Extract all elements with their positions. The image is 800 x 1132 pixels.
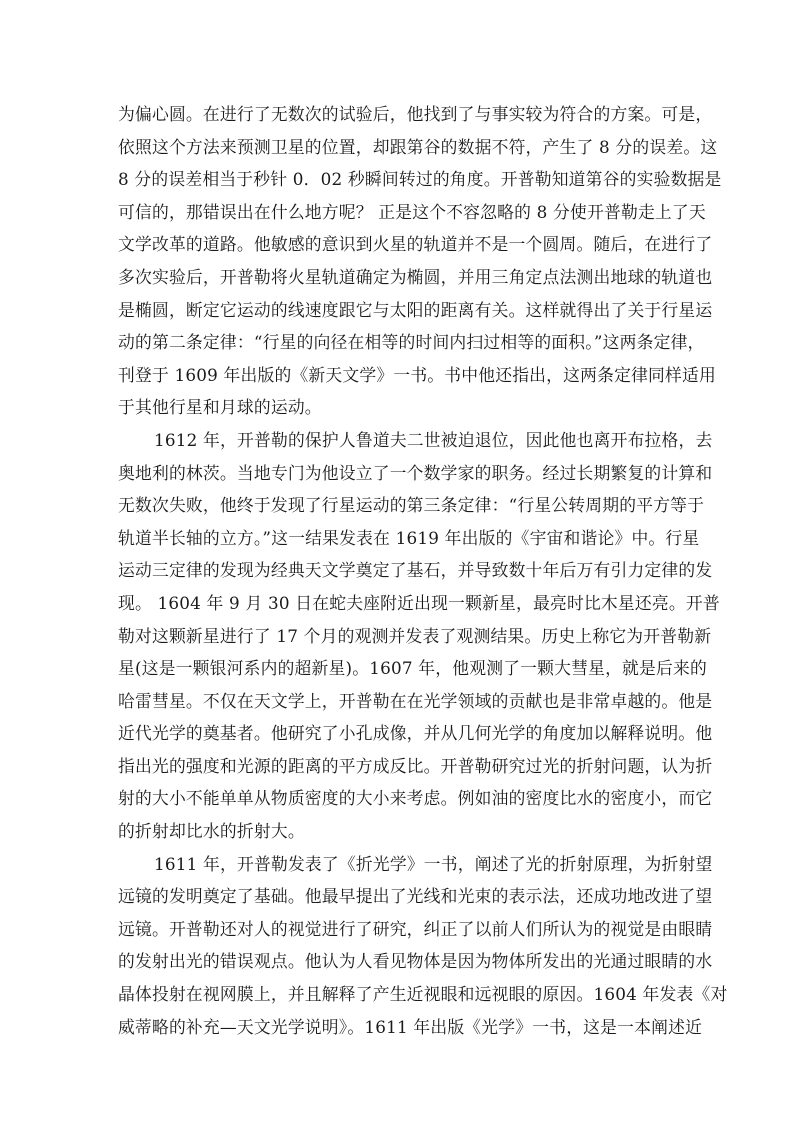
text-line: 运动三定律的发现为经典天文学奠定了基石，并导致数十年后万有引力定律的发 bbox=[118, 560, 713, 581]
text-line: 8 分的误差相当于秒针 0．02 秒瞬间转过的角度。开普勒知道第谷的实验数据是 bbox=[118, 169, 722, 190]
text-line: 1612 年，开普勒的保护人鲁道夫二世被迫退位，因此他也离开布拉格，去 bbox=[154, 429, 713, 450]
text-line: 动的第二条定律：“行星的向径在相等的时间内扫过相等的面积。”这两条定律， bbox=[118, 332, 705, 353]
text-line: 指出光的强度和光源的距离的平方成反比。开普勒研究过光的折射问题，认为折 bbox=[118, 755, 713, 776]
paragraph-3 bbox=[118, 848, 728, 1044]
text-line: 可信的，那错误出在什么地方呢？ 正是这个不容忽略的 8 分使开普勒走上了天 bbox=[118, 201, 706, 222]
text-line: 威蒂略的补充—天文光学说明》。1611 年出版《光学》一书，这是一本阐述近 bbox=[118, 1016, 703, 1037]
text-line: 射的大小不能单单从物质密度的大小来考虑。例如油的密度比水的密度小，而它 bbox=[118, 788, 713, 809]
text-line: 远镜的发明奠定了基础。他最早提出了光线和光束的表示法，还成功地改进了望 bbox=[118, 886, 713, 907]
text-line: 文学改革的道路。他敏感的意识到火星的轨道并不是一个圆周。随后，在进行了 bbox=[118, 234, 713, 255]
text-line: 现。 1604 年 9 月 30 日在蛇夫座附近出现一颗新星，最亮时比木星还亮。开普 bbox=[118, 592, 720, 613]
text-line: 为偏心圆。在进行了无数次的试验后，他找到了与事实较为符合的方案。可是， bbox=[118, 104, 713, 124]
text-line: 勒对这颗新星进行了 17 个月的观测并发表了观测结果。历史上称它为开普勒新 bbox=[118, 625, 712, 646]
text-line: 远镜。开普勒还对人的视觉进行了研究，纠正了以前人们所认为的视觉是由眼睛 bbox=[118, 918, 713, 939]
text-line: 刊登于 1609 年出版的《新天文学》一书。书中他还指出，这两条定律同样适用 bbox=[118, 364, 716, 385]
document-page bbox=[118, 98, 728, 1043]
text-line: 多次实验后，开普勒将火星轨道确定为椭圆，并用三角定点法测出地球的轨道也 bbox=[118, 266, 713, 287]
text-line: 无数次失败，他终于发现了行星运动的第三条定律：“行星公转周期的平方等于 bbox=[118, 495, 705, 516]
text-line: 哈雷彗星。不仅在天文学上，开普勒在在光学领域的贡献也是非常卓越的。他是 bbox=[118, 690, 713, 711]
text-line: 奥地利的林茨。当地专门为他设立了一个数学家的职务。经过长期繁复的计算和 bbox=[118, 462, 713, 483]
text-line: 的折射却比水的折射大。 bbox=[118, 821, 305, 842]
text-line: 的发射出光的错误观点。他认为人看见物体是因为物体所发出的光通过眼睛的水 bbox=[118, 951, 713, 972]
text-line: 是椭圆，断定它运动的线速度跟它与太阳的距离有关。这样就得出了关于行星运 bbox=[118, 299, 713, 320]
paragraph-1 bbox=[118, 98, 722, 424]
text-line: 近代光学的奠基者。他研究了小孔成像，并从几何光学的角度加以解释说明。他 bbox=[118, 723, 713, 744]
paragraph-2 bbox=[118, 424, 720, 848]
text-line: 晶体投射在视网膜上，并且解释了产生近视眼和远视眼的原因。1604 年发表《对 bbox=[118, 984, 728, 1005]
text-line: 星(这是一颗银河系内的超新星)。1607 年，他观测了一颗大彗星，就是后来的 bbox=[118, 658, 707, 679]
text-line: 1611 年，开普勒发表了《折光学》一书，阐述了光的折射原理，为折射望 bbox=[154, 853, 713, 874]
text-line: 于其他行星和月球的运动。 bbox=[118, 397, 322, 418]
text-line: 轨道半长轴的立方。”这一结果发表在 1619 年出版的《宇宙和谐论》中。行星 bbox=[118, 527, 700, 548]
text-line: 依照这个方法来预测卫星的位置，却跟第谷的数据不符，产生了 8 分的误差。这 bbox=[118, 136, 718, 157]
